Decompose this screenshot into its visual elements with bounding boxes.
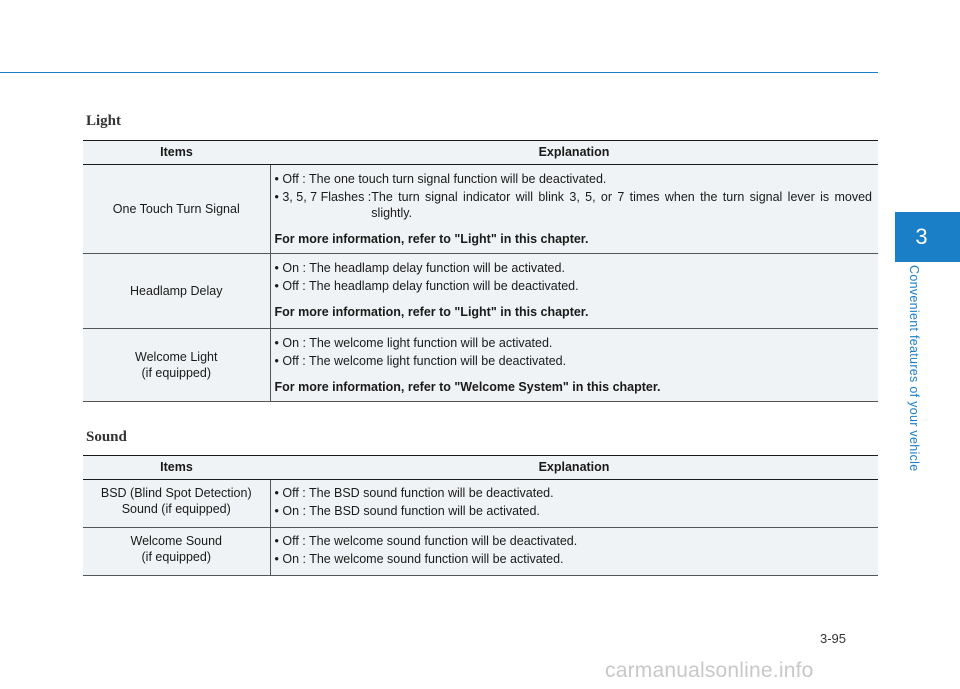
table-row xyxy=(83,329,878,402)
col-explanation: Explanation xyxy=(270,141,878,165)
item-headlamp-delay: Headlamp Delay xyxy=(83,254,270,329)
explanation-line: • On : The welcome sound function will be activated. xyxy=(274,552,564,566)
item-one-touch-turn-signal: One Touch Turn Signal xyxy=(83,165,270,254)
reference-note: For more information, refer to "Light" in this chapter. xyxy=(274,232,589,246)
col-items: Items xyxy=(83,141,270,165)
light-table xyxy=(83,140,878,402)
reference-note: For more information, refer to "Light" in this chapter. xyxy=(274,305,589,319)
explanation-line: • Off : The welcome light function will be deactivated. xyxy=(274,354,567,368)
item-bsd-sound: BSD (Blind Spot Detection) Sound (if equipped) xyxy=(83,480,270,528)
explanation-label: • 3, 5, 7 Flashes : xyxy=(274,190,372,204)
explanation-line: • Off : The welcome sound function will be deactivated. xyxy=(274,534,578,548)
item-welcome-sound: Welcome Sound (if equipped) xyxy=(83,528,270,576)
explanation-line xyxy=(275,189,873,221)
explanation-text: The turn signal indicator will blink 3, 5, or 7 times when the turn signal lever is moved slightly. xyxy=(371,190,872,220)
chapter-tab: 3 xyxy=(895,212,960,262)
top-rule xyxy=(0,72,878,73)
sound-table xyxy=(83,455,878,576)
reference-note: For more information, refer to "Welcome System" in this chapter. xyxy=(274,380,661,394)
table-row xyxy=(83,254,878,329)
table-header xyxy=(83,456,878,480)
explanation-line: • Off : The one touch turn signal function will be deactivated. xyxy=(274,172,607,186)
sound-heading: Sound xyxy=(86,429,127,445)
chapter-title: Convenient features of your vehicle xyxy=(907,265,921,472)
table-header xyxy=(83,141,878,165)
col-items: Items xyxy=(83,456,270,480)
item-welcome-light: Welcome Light (if equipped) xyxy=(83,329,270,402)
explanation-line: • Off : The headlamp delay function will be deactivated. xyxy=(274,279,579,293)
explanation-line: • On : The headlamp delay function will be activated. xyxy=(274,261,565,275)
explanation-line: • On : The welcome light function will be activated. xyxy=(274,336,553,350)
col-explanation: Explanation xyxy=(270,456,878,480)
table-row xyxy=(83,165,878,254)
page-number: 3-95 xyxy=(820,631,847,646)
watermark: carmanualsonline.info xyxy=(605,659,814,682)
explanation-line: • Off : The BSD sound function will be deactivated. xyxy=(274,486,554,500)
light-heading: Light xyxy=(86,113,122,129)
explanation-line: • On : The BSD sound function will be activated. xyxy=(274,504,540,518)
table-row xyxy=(83,528,878,576)
table-row xyxy=(83,480,878,528)
